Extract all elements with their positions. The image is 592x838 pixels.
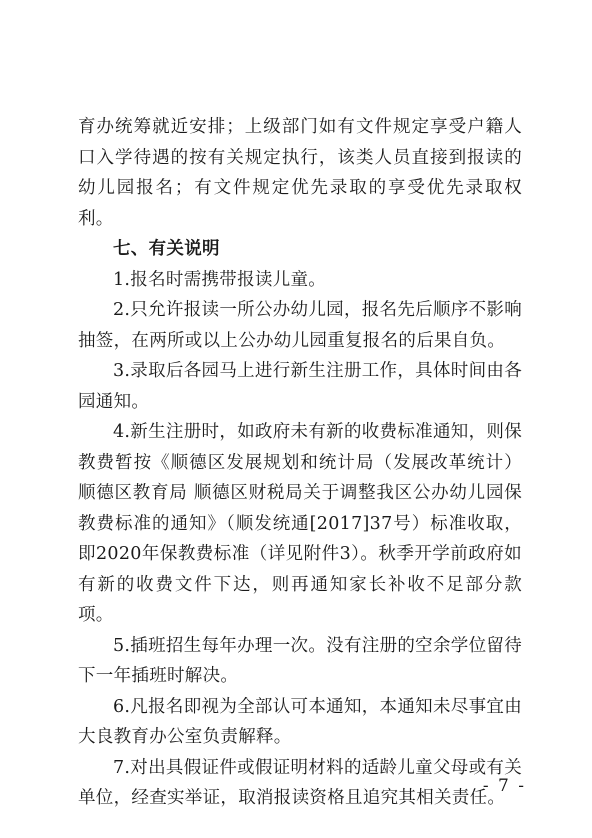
paragraph-item-5: 5.插班招生每年办理一次。没有注册的空余学位留待下一年插班时解决。 (78, 635, 522, 686)
paragraph-item-6: 6.凡报名即视为全部认可本通知，本通知未尽事宜由大良教育办公室负责解释。 (78, 696, 522, 747)
page-number: - 7 - (482, 776, 526, 796)
paragraph-item-2: 2.只允许报读一所公办幼儿园，报名先后顺序不影响抽签，在两所或以上公办幼儿园重复报名的后果自负。 (78, 300, 522, 351)
paragraph-item-1: 1.报名时需携带报读儿童。 (113, 269, 327, 290)
paragraph-item-7: 7.对出具假证件或假证明材料的适龄儿童父母或有关单位，经查实举证，取消报读资格且追究其相关责任。 (78, 757, 522, 808)
paragraph-item-4: 4.新生注册时，如政府未有新的收费标准通知，则保教费暂按《顺德区发展规划和统计局（发展改革统计）顺德区教育局 顺德区财税局关于调整我区公办幼儿园保教费标准的通知》（顺发统通[2017]37号）标准收取，即2020年保教费标准（详见附件3）。秋季开学前政府如有新的收费文件下达，则再通知家长补收不足部分款项。 (78, 422, 522, 625)
document-body (78, 112, 522, 814)
section-heading: 七、有关说明 (113, 239, 220, 259)
paragraph-item-3: 3.录取后各园马上进行新生注册工作，具体时间由各园通知。 (78, 361, 522, 412)
paragraph-continuation: 育办统筹就近安排；上级部门如有文件规定享受户籍人口入学待遇的按有关规定执行，该类人员直接到报读的幼儿园报名；有文件规定优先录取的享受优先录取权利。 (78, 117, 522, 229)
